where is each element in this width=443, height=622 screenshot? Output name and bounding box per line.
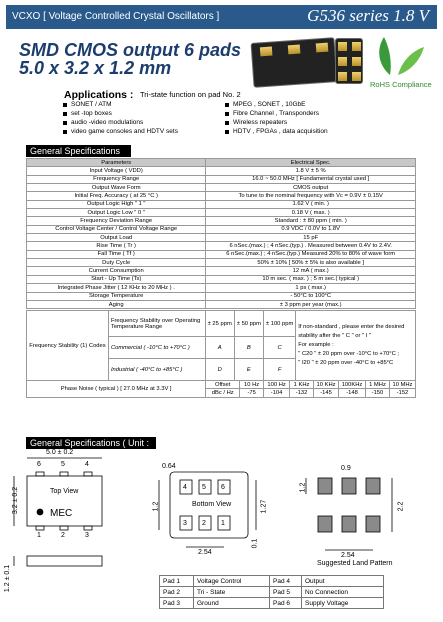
chip-image-2 — [335, 38, 363, 84]
pad-assignment-table — [159, 575, 384, 609]
table-cell: Output Wave Form — [27, 184, 206, 192]
table-cell: 1.62 V ( min. ) — [206, 200, 416, 208]
pin-1: 1 — [37, 532, 41, 539]
table-row — [27, 184, 416, 192]
table-cell: Frequency Range — [27, 175, 206, 183]
table-cell: CMOS output — [206, 184, 416, 192]
table-cell: Aging — [27, 300, 206, 308]
land-0-9: 0.9 — [341, 465, 351, 472]
table-cell: 1.8 V ± 5 % — [206, 167, 416, 175]
table-cell: Pad 4 — [270, 576, 302, 587]
value-cell: -145 — [314, 389, 339, 397]
pad-6: 6 — [221, 484, 225, 491]
table-cell: Output Logic High " 1 " — [27, 200, 206, 208]
table-row — [160, 587, 384, 598]
applications-list-left — [62, 100, 178, 136]
table-cell: Supply Voltage — [302, 598, 384, 609]
table-cell: Fall Time ( Tf ) — [27, 250, 206, 258]
table-cell: Integrated Phase Jitter ( 12 KHz to 20 MHz ) . — [27, 284, 206, 292]
table-cell: Storage Temperature — [27, 292, 206, 300]
offset-cell: 1 KHz — [290, 381, 314, 389]
table-cell: Output Logic Low " 0 " — [27, 209, 206, 217]
list-item: set -top boxes — [62, 109, 178, 118]
table-cell: Current Consumption — [27, 267, 206, 275]
list-item: MPEG , SONET , 10GbE — [224, 100, 328, 109]
stability-note — [296, 311, 416, 381]
table-cell: Start - Up Time (Ts) — [27, 275, 206, 283]
column-header: Parameters — [27, 159, 206, 167]
offset-cell: 100KHz — [339, 381, 366, 389]
table-cell: 10 m sec. ( max. ) ; 5 m sec.( typical ) — [206, 275, 416, 283]
table-header-row — [27, 159, 416, 167]
dim-thickness: 1.2 ± 0.1 — [4, 564, 12, 593]
dim-0-1: 0.1 — [251, 538, 259, 549]
applications-subtitle: Tri-state function on pad No. 2 — [140, 90, 241, 99]
phase-noise-table — [26, 380, 416, 398]
list-item: Fibre Channel , Transponders — [224, 109, 328, 118]
pin-6: 6 — [37, 461, 41, 468]
table-row — [27, 259, 416, 267]
table-cell: 0.18 V ( max. ) — [206, 209, 416, 217]
header-category: VCXO [ Voltage Controlled Crystal Oscillators ] — [12, 11, 220, 22]
table-cell: Initial Freq. Accuracy ( at 25 °C ) — [27, 192, 206, 200]
pin-5: 5 — [61, 461, 65, 468]
note-text: If non-standard , please enter the desired stability after the " C " or " I " — [298, 324, 405, 339]
stability-label: Frequency Stability (1) Codes — [27, 311, 109, 381]
table-cell: Pad 3 — [160, 598, 194, 609]
table-cell: Pad 1 — [160, 576, 194, 587]
table-cell: - 50°C to 100°C — [206, 292, 416, 300]
code-cell: E — [234, 359, 263, 381]
value-cell: -75 — [240, 389, 264, 397]
table-cell: 1 ps ( max.) — [206, 284, 416, 292]
pin-4: 4 — [85, 461, 89, 468]
pad-5: 5 — [202, 484, 206, 491]
dim-1-2: 1.2 — [152, 501, 160, 512]
land-2-54: 2.54 — [341, 552, 355, 559]
table-cell: 16.0 ~ 50.0 MHz [ Fundamental crystal used ] — [206, 175, 416, 183]
value-cell: -150 — [365, 389, 389, 397]
applications-list-right — [224, 100, 328, 136]
note-text: For example : — [298, 342, 334, 348]
value-cell: -152 — [389, 389, 415, 397]
list-item: Wireless repeaters — [224, 118, 328, 127]
chip-image-1 — [251, 37, 338, 88]
pad-1: 1 — [221, 520, 225, 527]
land-2-2: 2.2 — [397, 501, 405, 512]
bottom-view-label: Bottom View — [192, 501, 232, 508]
table-cell: 6 nSec.(max.) ; 4 nSec.(typ.) . Measured between 0.4V to 2.4V. — [206, 242, 416, 250]
table-row — [27, 175, 416, 183]
rohs-label: RoHS Compliance — [370, 80, 432, 89]
table-cell: Tri - State — [194, 587, 270, 598]
dim-1-27: 1.27 — [260, 499, 268, 514]
stability-table — [26, 310, 416, 381]
note-text: " C20 " ± 20 ppm over -10°C to +70°C ; — [298, 351, 399, 357]
table-row — [27, 284, 416, 292]
table-cell: 15 pF — [206, 234, 416, 242]
offset-cell: 10 Hz — [240, 381, 264, 389]
offset-cell: 10 MHz — [389, 381, 415, 389]
pad-3: 3 — [183, 520, 187, 527]
table-row — [27, 267, 416, 275]
column-header: ± 100 ppm — [263, 311, 295, 337]
land-1-2: 1.2 — [299, 482, 307, 493]
spec-table — [26, 158, 416, 309]
table-cell: 6 nSec.(max.) ; 4 nSec.(typ.) Measured 20% to 80% of wave form — [206, 250, 416, 258]
table-cell: Pad 2 — [160, 587, 194, 598]
table-row — [27, 242, 416, 250]
applications-heading: Applications : — [64, 89, 134, 101]
mark-label: MEC — [50, 508, 73, 519]
table-cell: Pad 5 — [270, 587, 302, 598]
industrial-label: Industrial ( -40°C to +85°C ) — [108, 359, 205, 381]
table-row — [27, 225, 416, 233]
pad-2: 2 — [202, 520, 206, 527]
product-title: SMD CMOS output 6 pads — [19, 40, 241, 60]
list-item: video game consoles and HDTV sets — [62, 127, 178, 136]
list-item: audio -video modulations — [62, 118, 178, 127]
dim-top-height: 3.2 ± 0.2 — [12, 486, 20, 515]
unit-label: dBc / Hz — [206, 389, 240, 397]
offset-cell: 100 Hz — [264, 381, 290, 389]
code-cell: C — [263, 337, 295, 359]
header-bar — [6, 5, 437, 29]
offset-cell: 1 MHz — [365, 381, 389, 389]
pin-2: 2 — [61, 532, 65, 539]
table-cell: Output Load — [27, 234, 206, 242]
table-cell: Frequency Deviation Range — [27, 217, 206, 225]
top-view-label: Top View — [50, 488, 79, 495]
header-series: G536 series 1.8 V — [307, 6, 429, 25]
table-cell: 12 mA ( max.) — [206, 267, 416, 275]
spec-section-heading: General Specifications — [26, 145, 131, 157]
dim-2-54: 2.54 — [198, 549, 212, 556]
rohs-leaf-icon — [368, 35, 426, 77]
table-row — [27, 234, 416, 242]
dim-top-width: 5.0 ± 0.2 — [46, 449, 74, 456]
product-size: 5.0 x 3.2 x 1.2 mm — [19, 58, 172, 78]
dimensions-section-heading: General Specifications ( Unit : mm ) — [26, 437, 156, 449]
table-row — [27, 250, 416, 258]
dim-pad-width: 0.64 — [162, 463, 176, 470]
value-cell: -104 — [264, 389, 290, 397]
table-row — [27, 217, 416, 225]
table-cell: Standard : ± 80 ppm ( min. ) — [206, 217, 416, 225]
table-row — [27, 209, 416, 217]
list-item: SONET / ATM — [62, 100, 178, 109]
value-cell: -148 — [339, 389, 366, 397]
table-row — [27, 200, 416, 208]
table-cell: Control Voltage Center / Control Voltage Range — [27, 225, 206, 233]
offset-label: Offset — [206, 381, 240, 389]
table-cell: Input Voltage ( VDD) — [27, 167, 206, 175]
table-row — [160, 576, 384, 587]
table-cell: To tune to the nominal frequency with Vc = 0.9V ± 0.15V — [206, 192, 416, 200]
stability-head: Frequency Stability over Operating Temperature Range — [108, 311, 205, 337]
value-cell: -132 — [290, 389, 314, 397]
table-cell: Voltage Control — [194, 576, 270, 587]
phase-noise-label: Phase Noise ( typical ) [ 27.0 MHz at 3.3V ] — [27, 381, 206, 398]
code-cell: B — [234, 337, 263, 359]
offset-cell: 10 KHz — [314, 381, 339, 389]
table-cell: 0.9 VDC / 0.0V to 1.8V — [206, 225, 416, 233]
column-header: ± 25 ppm — [205, 311, 234, 337]
table-cell: Output — [302, 576, 384, 587]
land-pattern-label: Suggested Land Pattern — [317, 560, 393, 567]
column-header: ± 50 ppm — [234, 311, 263, 337]
commercial-label: Commercial ( -10°C to +70°C ) — [108, 337, 205, 359]
list-item: HDTV , FPGAs , data acquisition — [224, 127, 328, 136]
note-text: " I20 " ± 20 ppm over -40°C to +85°C — [298, 360, 394, 366]
table-cell: ± 3 ppm per year (max.) — [206, 300, 416, 308]
table-row — [160, 598, 384, 609]
table-cell: Ground — [194, 598, 270, 609]
table-row — [27, 300, 416, 308]
code-cell: A — [205, 337, 234, 359]
table-row — [27, 292, 416, 300]
table-row — [27, 167, 416, 175]
table-cell: 50% ± 10% [ 50% ± 5% is also available ] — [206, 259, 416, 267]
table-cell: Pad 6 — [270, 598, 302, 609]
table-row — [27, 192, 416, 200]
pad-4: 4 — [183, 484, 187, 491]
table-cell: Duty Cycle — [27, 259, 206, 267]
table-row — [27, 275, 416, 283]
column-header: Electrical Spec. — [206, 159, 416, 167]
table-cell: Rise Time ( Tr ) — [27, 242, 206, 250]
code-cell: F — [263, 359, 295, 381]
table-cell: No Connection — [302, 587, 384, 598]
pin-3: 3 — [85, 532, 89, 539]
code-cell: D — [205, 359, 234, 381]
